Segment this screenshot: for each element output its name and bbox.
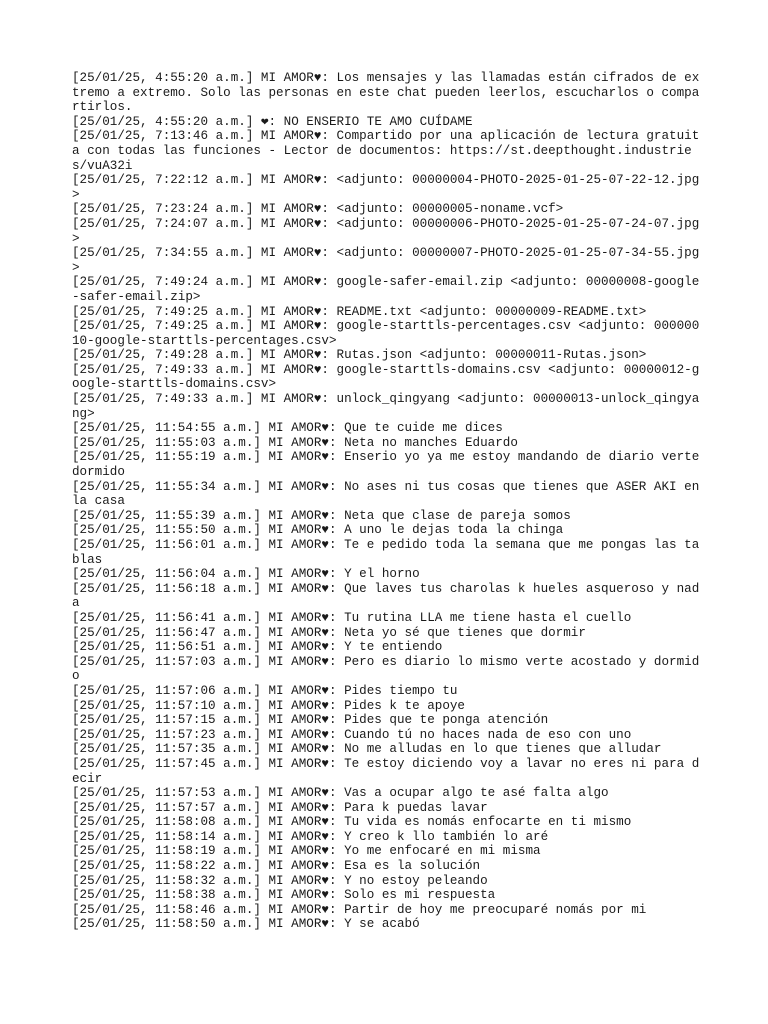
chat-line-39: [25/01/25, 11:58:32 a.m.] MI AMOR♥: Y no estoy peleando [72,873,488,888]
chat-line-18: [25/01/25, 11:55:39 a.m.] MI AMOR♥: Neta que clase de pareja somos [72,508,571,523]
chat-line-3: [25/01/25, 7:13:46 a.m.] MI AMOR♥: Compartido por una aplicación de lectura gratuita con todas las funciones - Lector de documentos: https://st.deepthought.industries/vuA32i [72,129,700,173]
chat-line-24: [25/01/25, 11:56:47 a.m.] MI AMOR♥: Neta yo sé que tienes que dormir [72,625,586,640]
chat-line-21: [25/01/25, 11:56:04 a.m.] MI AMOR♥: Y el horno [72,567,420,582]
chat-line-26: [25/01/25, 11:57:03 a.m.] MI AMOR♥: Pero es diario lo mismo verte acostado y dormido [72,654,700,684]
chat-line-31: [25/01/25, 11:57:35 a.m.] MI AMOR♥: No me alludas en lo que tienes que alludar [72,742,662,757]
chat-line-23: [25/01/25, 11:56:41 a.m.] MI AMOR♥: Tu rutina LLA me tiene hasta el cuello [72,610,632,625]
chat-line-27: [25/01/25, 11:57:06 a.m.] MI AMOR♥: Pides tiempo tu [72,683,458,698]
chat-line-25: [25/01/25, 11:56:51 a.m.] MI AMOR♥: Y te entiendo [72,640,443,655]
chat-line-12: [25/01/25, 7:49:33 a.m.] MI AMOR♥: google-starttls-domains.csv <adjunto: 00000012-google-starttls-domains.csv> [72,362,700,392]
chat-transcript [72,71,707,932]
chat-line-14: [25/01/25, 11:54:55 a.m.] MI AMOR♥: Que te cuide me dices [72,421,503,436]
chat-line-38: [25/01/25, 11:58:22 a.m.] MI AMOR♥: Esa es la solución [72,859,481,874]
chat-line-28: [25/01/25, 11:57:10 a.m.] MI AMOR♥: Pides k te apoye [72,698,465,713]
chat-line-30: [25/01/25, 11:57:23 a.m.] MI AMOR♥: Cuando tú no haces nada de eso con uno [72,727,632,742]
chat-line-37: [25/01/25, 11:58:19 a.m.] MI AMOR♥: Yo me enfocaré en mi misma [72,844,541,859]
chat-line-11: [25/01/25, 7:49:28 a.m.] MI AMOR♥: Rutas.json <adjunto: 00000011-Rutas.json> [72,348,647,363]
chat-line-20: [25/01/25, 11:56:01 a.m.] MI AMOR♥: Te e pedido toda la semana que me pongas las tablas [72,538,700,567]
chat-line-41: [25/01/25, 11:58:46 a.m.] MI AMOR♥: Partir de hoy me preocuparé nomás por mi [72,902,647,917]
chat-line-1: [25/01/25, 4:55:20 a.m.] MI AMOR♥: Los mensajes y las llamadas están cifrados de extremo a extremo. Solo las personas en este chat pueden leerlos, escucharlos o compartirlos. [72,71,700,115]
chat-line-4: [25/01/25, 7:22:12 a.m.] MI AMOR♥: <adjunto: 00000004-PHOTO-2025-01-25-07-22-12.jpg> [72,173,700,202]
chat-line-29: [25/01/25, 11:57:15 a.m.] MI AMOR♥: Pides que te ponga atención [72,713,549,728]
chat-line-15: [25/01/25, 11:55:03 a.m.] MI AMOR♥: Neta no manches Eduardo [72,435,518,450]
chat-line-7: [25/01/25, 7:34:55 a.m.] MI AMOR♥: <adjunto: 00000007-PHOTO-2025-01-25-07-34-55.jpg> [72,246,700,275]
chat-line-22: [25/01/25, 11:56:18 a.m.] MI AMOR♥: Que laves tus charolas k hueles asqueroso y nada [72,581,700,611]
chat-line-2: [25/01/25, 4:55:20 a.m.] ❤: NO ENSERIO TE AMO CUÍDAME [72,114,473,129]
chat-line-34: [25/01/25, 11:57:57 a.m.] MI AMOR♥: Para k puedas lavar [72,800,488,815]
chat-line-9: [25/01/25, 7:49:25 a.m.] MI AMOR♥: README.txt <adjunto: 00000009-README.txt> [72,304,647,319]
chat-line-32: [25/01/25, 11:57:45 a.m.] MI AMOR♥: Te estoy diciendo voy a lavar no eres ni para decir [72,756,700,786]
chat-line-36: [25/01/25, 11:58:14 a.m.] MI AMOR♥: Y creo k llo también lo aré [72,829,549,844]
chat-line-6: [25/01/25, 7:24:07 a.m.] MI AMOR♥: <adjunto: 00000006-PHOTO-2025-01-25-07-24-07.jpg> [72,216,700,246]
chat-line-35: [25/01/25, 11:58:08 a.m.] MI AMOR♥: Tu vida es nomás enfocarte en ti mismo [72,815,632,830]
chat-line-13: [25/01/25, 7:49:33 a.m.] MI AMOR♥: unlock_qingyang <adjunto: 00000013-unlock_qingyang> [72,392,700,421]
chat-line-33: [25/01/25, 11:57:53 a.m.] MI AMOR♥: Vas a ocupar algo te asé falta algo [72,786,609,801]
chat-line-8: [25/01/25, 7:49:24 a.m.] MI AMOR♥: google-safer-email.zip <adjunto: 00000008-google-safer-email.zip> [72,275,700,304]
chat-line-5: [25/01/25, 7:23:24 a.m.] MI AMOR♥: <adjunto: 00000005-noname.vcf> [72,202,564,217]
chat-line-10: [25/01/25, 7:49:25 a.m.] MI AMOR♥: google-starttls-percentages.csv <adjunto: 00000010-google-starttls-percentages.csv> [72,319,700,348]
chat-line-40: [25/01/25, 11:58:38 a.m.] MI AMOR♥: Solo es mi respuesta [72,888,496,903]
chat-line-17: [25/01/25, 11:55:34 a.m.] MI AMOR♥: No ases ni tus cosas que tienes que ASER AKI en la casa [72,479,707,509]
chat-line-19: [25/01/25, 11:55:50 a.m.] MI AMOR♥: A uno le dejas toda la chinga [72,523,564,538]
chat-line-16: [25/01/25, 11:55:19 a.m.] MI AMOR♥: Enserio yo ya me estoy mandando de diario verte dormido [72,450,707,480]
chat-line-42: [25/01/25, 11:58:50 a.m.] MI AMOR♥: Y se acabó [72,917,420,932]
